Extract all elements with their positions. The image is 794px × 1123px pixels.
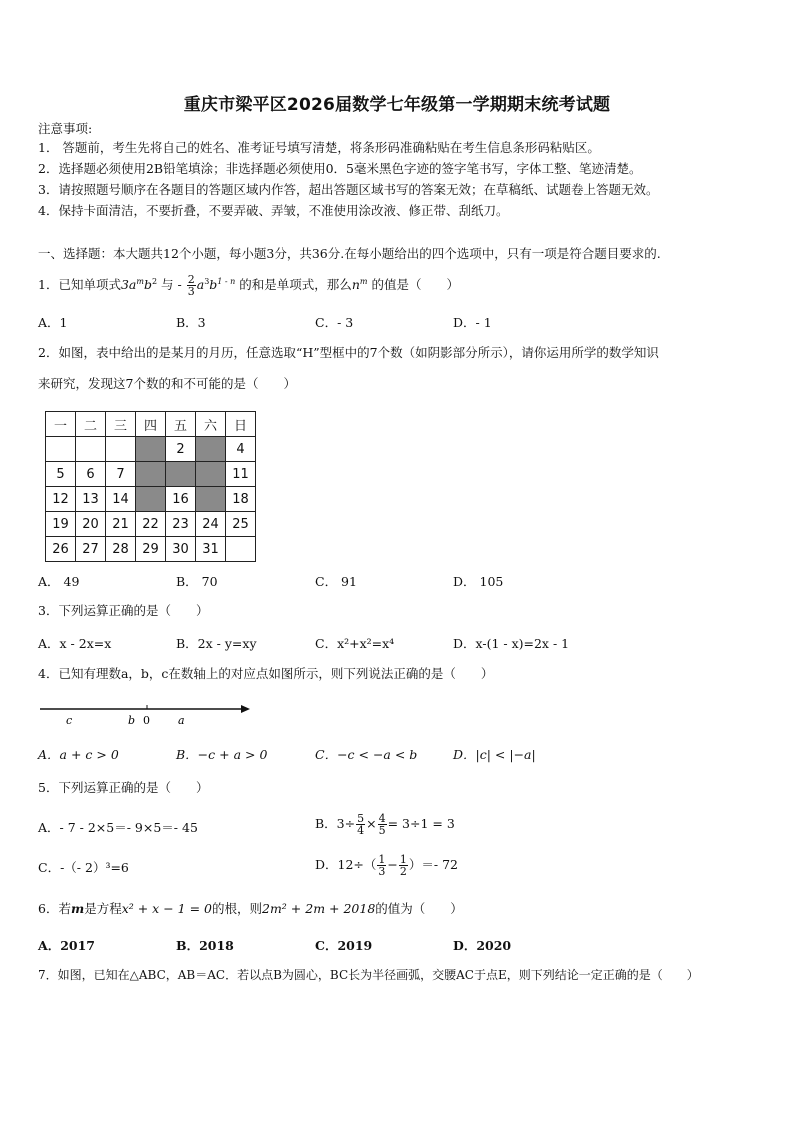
calendar-cell-shaded xyxy=(136,437,166,462)
calendar-head-cell: 四 xyxy=(136,412,166,437)
question-7: 7．如图，已知在△ABC，AB＝AC．若以点B为圆心，BC长为半径画弧，交腰AC于点E，则下列结论一定正确的是（ ） xyxy=(38,968,699,982)
calendar-cell: 13 xyxy=(76,487,106,512)
q2-option-b: B． 70 xyxy=(176,574,218,589)
q4-option-c: C．−c < −a < b xyxy=(315,747,418,762)
calendar-row xyxy=(46,512,256,537)
q1-option-c: C．- 3 xyxy=(315,315,354,330)
q1-option-a: A．1 xyxy=(38,315,68,330)
question-5: 5．下列运算正确的是（ ） xyxy=(38,780,209,795)
calendar-cell xyxy=(106,437,136,462)
calendar-cell: 31 xyxy=(196,537,226,562)
calendar-cell: 24 xyxy=(196,512,226,537)
calendar-cell-shaded xyxy=(136,462,166,487)
calendar-cell: 14 xyxy=(106,487,136,512)
q6-option-b: B．2018 xyxy=(176,938,234,953)
q3-option-a: A．x - 2x=x xyxy=(38,636,112,651)
fraction: $\frac{5}{4}$ xyxy=(357,812,365,837)
calendar-cell xyxy=(226,537,256,562)
calendar-cell xyxy=(46,437,76,462)
calendar-cell xyxy=(76,437,106,462)
calendar-cell-shaded xyxy=(196,487,226,512)
q6-option-c: C．2019 xyxy=(315,938,373,953)
calendar-row xyxy=(46,537,256,562)
q6-option-a: A．2017 xyxy=(38,938,95,953)
fraction: $\frac{2}{3}$ xyxy=(187,273,195,299)
q4-option-d: D．|c| < |−a| xyxy=(453,747,536,762)
q5-option-a: A．- 7 - 2×5＝- 9×5＝- 45 xyxy=(38,820,198,835)
calendar-head-cell: 一 xyxy=(46,412,76,437)
label-a: a xyxy=(178,714,185,727)
calendar-cell: 12 xyxy=(46,487,76,512)
calendar-row xyxy=(46,462,256,487)
calendar-cell-shaded xyxy=(196,462,226,487)
q2-option-a: A． 49 xyxy=(38,574,80,589)
calendar-cell: 11 xyxy=(226,462,256,487)
calendar-cell-shaded xyxy=(196,437,226,462)
calendar-cell: 29 xyxy=(136,537,166,562)
calendar-row xyxy=(46,487,256,512)
q1-option-b: B．3 xyxy=(176,315,206,330)
fraction: $\frac{4}{5}$ xyxy=(378,812,386,837)
calendar-cell: 4 xyxy=(226,437,256,462)
calendar-cell: 30 xyxy=(166,537,196,562)
calendar-head-cell: 五 xyxy=(166,412,196,437)
calendar-cell: 5 xyxy=(46,462,76,487)
calendar-cell: 6 xyxy=(76,462,106,487)
q3-option-b: B．2x - y=xy xyxy=(176,636,257,651)
calendar-table xyxy=(45,411,256,562)
fraction: $\frac{1}{2}$ xyxy=(399,853,407,878)
page-title: 重庆市梁平区2026届数学七年级第一学期期末统考试题 xyxy=(183,95,611,115)
question-2-line1: 2．如图，表中给出的是某月的月历，任意选取“H”型框中的7个数（如阴影部分所示），请你运用所学的数学知识 xyxy=(38,345,659,360)
notice-item-2: 2．选择题必须使用2B铅笔填涂；非选择题必须使用0．5毫米黑色字迹的签字笔书写，字体工整、笔迹清楚。 xyxy=(38,161,642,176)
q5-option-c: C．-（- 2）³=6 xyxy=(38,860,129,875)
question-2-line2: 来研究，发现这7个数的和不可能的是（ ） xyxy=(38,376,296,391)
calendar-cell-shaded xyxy=(166,462,196,487)
q5-option-b: B．3÷ $\frac{5}{4}$ × $\frac{4}{5}$ = 3÷1 = 3 xyxy=(315,812,455,837)
calendar-head-cell: 六 xyxy=(196,412,226,437)
q1-option-d: D．- 1 xyxy=(453,315,492,330)
label-zero: 0 xyxy=(143,714,150,727)
calendar-head-cell: 三 xyxy=(106,412,136,437)
q2-option-c: C． 91 xyxy=(315,574,357,589)
calendar-cell: 27 xyxy=(76,537,106,562)
notice-item-3: 3．请按照题号顺序在各题目的答题区域内作答，超出答题区域书写的答案无效；在草稿纸、试题卷上答题无效。 xyxy=(38,182,659,197)
notice-heading: 注意事项: xyxy=(38,121,93,136)
arrow-right-icon xyxy=(241,705,250,713)
calendar-cell: 7 xyxy=(106,462,136,487)
q3-option-c: C．x²+x²=x⁴ xyxy=(315,636,395,651)
calendar-cell: 20 xyxy=(76,512,106,537)
number-line xyxy=(38,700,250,730)
question-6: 6．若m是方程x² + x − 1 = 0的根，则2m² + 2m + 2018的值为（ ） xyxy=(38,901,463,916)
calendar-head-cell: 日 xyxy=(226,412,256,437)
calendar-cell: 25 xyxy=(226,512,256,537)
calendar-cell: 19 xyxy=(46,512,76,537)
label-c: c xyxy=(66,714,73,727)
q6-option-d: D．2020 xyxy=(453,938,512,953)
calendar-cell: 21 xyxy=(106,512,136,537)
calendar-cell: 23 xyxy=(166,512,196,537)
calendar-cell: 22 xyxy=(136,512,166,537)
question-4: 4．已知有理数a，b，c在数轴上的对应点如图所示，则下列说法正确的是（ ） xyxy=(38,666,494,681)
question-1: 1．已知单项式$3a^mb^2$ 与 - $\frac{2}{3}$ $a^3b^{1 - n}$ 的和是单项式，那么$n^m$ 的值是（ ） xyxy=(38,273,459,299)
notice-item-1: 1． 答题前，考生先将自己的姓名、准考证号填写清楚，将条形码准确粘贴在考生信息条形码粘贴区。 xyxy=(38,140,600,155)
calendar-cell: 2 xyxy=(166,437,196,462)
q5-option-d: D．12÷（ $\frac{1}{3}$ − $\frac{1}{2}$ ）＝- 72 xyxy=(315,853,458,878)
section-heading: 一、选择题：本大题共12个小题，每小题3分，共36分.在每小题给出的四个选项中，只有一项是符合题目要求的. xyxy=(38,246,661,261)
q2-option-d: D． 105 xyxy=(453,574,504,589)
q4-option-b: B．−c + a > 0 xyxy=(176,747,268,762)
calendar-cell: 26 xyxy=(46,537,76,562)
calendar-cell: 16 xyxy=(166,487,196,512)
question-3: 3．下列运算正确的是（ ） xyxy=(38,603,209,618)
calendar-head-cell: 二 xyxy=(76,412,106,437)
calendar-row xyxy=(46,437,256,462)
q4-option-a: A．a + c > 0 xyxy=(38,747,119,762)
calendar-header-row xyxy=(46,412,256,437)
label-b: b xyxy=(128,714,136,727)
calendar-cell: 18 xyxy=(226,487,256,512)
calendar-cell-shaded xyxy=(136,487,166,512)
fraction: $\frac{1}{3}$ xyxy=(378,853,386,878)
calendar-cell: 28 xyxy=(106,537,136,562)
q3-option-d: D．x-(1 - x)=2x - 1 xyxy=(453,636,570,651)
notice-item-4: 4．保持卡面清洁，不要折叠，不要弄破、弄皱，不准使用涂改液、修正带、刮纸刀。 xyxy=(38,203,509,218)
